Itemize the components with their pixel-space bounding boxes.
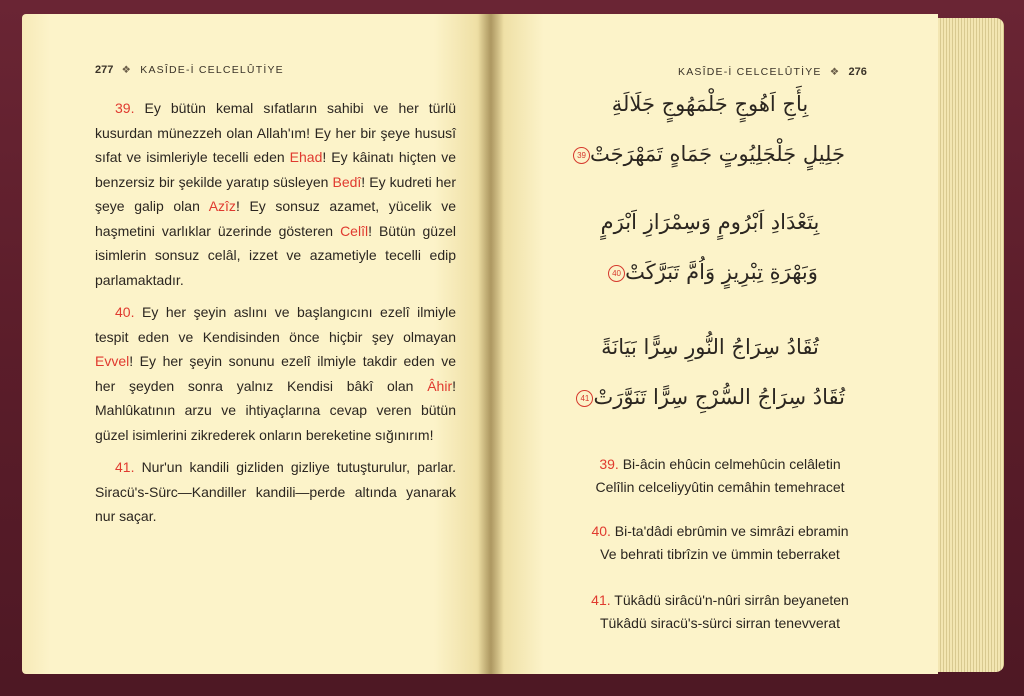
verse-text: ! Mahlûkatının arzu ve ihtiyaçlarına cevap veren bütün güzel isimlerini zikrederek onların bereketine sığınırım! <box>95 377 456 443</box>
divine-name: Azîz <box>208 198 236 214</box>
verse-number: 41. <box>591 592 611 608</box>
arabic-line <box>575 142 845 166</box>
verse-text: ! Ey kudreti her şeye galip olan <box>95 173 456 214</box>
arabic-line <box>575 385 845 409</box>
verse-paragraph <box>95 300 456 447</box>
arabic-line: بِتَعْدَادِ اَبْرُومٍ وَسِمْرَازِ اَبْرَمٍ <box>600 210 820 234</box>
left-running-title: KASÎDE-İ CELCELÛTİYE <box>140 64 284 76</box>
divine-name: Evvel <box>95 353 130 369</box>
left-running-head <box>95 64 284 76</box>
diamond-ornament-icon: ❖ <box>121 64 133 76</box>
verse-number: 41. <box>115 459 135 475</box>
verse-text: ! Bütün güzel isimlerin sonsuz celâl, izzet ve azametiyle tecelli edip parlamaktadır. <box>95 222 456 288</box>
arabic-line: بِأَجِ اَهُوجٍ جَلْمَهُوجٍ جَلَالَةِ <box>611 92 809 116</box>
arabic-text: جَلِيلٍ جَلْجَلِيُوتٍ جَمَاهٍ تَمَهْرَجَتْ <box>590 142 845 166</box>
arabic-line: تُقَادُ سِرَاجُ النُّورِ سِرًّا بَيَانَةً <box>601 335 819 359</box>
verse-text: ! Ey kâinatı hiçten ve benzersiz bir şekilde yaratıp süsleyen <box>95 149 456 190</box>
verse-text: Ey her şeyin aslını ve başlangıcını ezelî ilmiyle tespit eden ve Kendisinden önce hiçbir şey olmayan <box>95 304 456 345</box>
divine-name: Ehad <box>289 149 323 165</box>
gutter-shadow <box>478 14 504 674</box>
divine-name: Âhir <box>427 377 453 394</box>
transliteration-verse <box>520 589 920 635</box>
transliteration-verse <box>520 520 920 566</box>
verse-text: Nur'un kandili gizliden gizliye tutuşturulur, parlar. Siracü's-Sürc—Kandiller kandili—perde altında yanarak nur saçar. <box>95 459 456 524</box>
verse-number: 40. <box>591 523 611 539</box>
verse-number-badge-icon: 41 <box>576 390 593 407</box>
transliteration-line: Bi-ta'dâdi ebrûmin ve simrâzi ebramin <box>610 523 849 539</box>
verse-number: 40. <box>115 304 135 320</box>
left-body-text <box>95 96 456 537</box>
transliteration-line: Celîlin celceliyyûtin cemâhin temehracet <box>595 479 845 495</box>
transliteration-verse <box>520 453 920 499</box>
arabic-line <box>575 260 845 284</box>
right-page-number: 276 <box>848 66 867 78</box>
divine-name: Bedî <box>332 173 362 190</box>
diamond-ornament-icon: ❖ <box>829 66 841 78</box>
right-running-head <box>678 66 867 78</box>
verse-number-badge-icon: 39 <box>573 147 590 164</box>
transliteration-line: Ve behrati tibrîzin ve ümmin teberraket <box>600 546 840 562</box>
divine-name: Celîl <box>340 222 369 239</box>
transliteration-line: Bi-âcin ehûcin celmehûcin celâletin <box>618 456 841 472</box>
transliteration-line: Tükâdü siracü's-sürci sirran tenevverat <box>600 615 840 631</box>
verse-text: ! Ey sonsuz azamet, yücelik ve haşmetini varlıklar üzerinde gösteren <box>95 198 456 239</box>
right-running-title: KASÎDE-İ CELCELÛTİYE <box>678 66 822 78</box>
left-page-number: 277 <box>95 64 114 76</box>
verse-number: 39. <box>115 100 135 116</box>
verse-number: 39. <box>599 456 619 472</box>
arabic-text: تُقَادُ سِرَاجُ السُّرْجِ سِرًّا تَنَوَّرَتْ <box>593 385 845 409</box>
page-edges <box>938 18 1004 672</box>
verse-text: Ey bütün kemal sıfatların sahibi ve her türlü kusurdan münezzeh olan Allah'ım! Ey her bir şeye hususî sıfat ve isimleriyle tecelli eden <box>95 100 456 165</box>
verse-number-badge-icon: 40 <box>608 265 625 282</box>
transliteration-line: Tükâdü sirâcü'n-nûri sirrân beyaneten <box>610 592 849 608</box>
arabic-text: وَبَهْرَةِ تِبْرِيزٍ وَاُمَّ تَبَرَّكَتْ <box>625 260 818 284</box>
verse-paragraph <box>95 455 456 529</box>
verse-text: ! Ey her şeyin sonunu ezelî ilmiyle takdir eden ve her şeyden sonra yalnız Kendisi bâkî olan <box>95 353 456 394</box>
verse-paragraph <box>95 96 456 292</box>
